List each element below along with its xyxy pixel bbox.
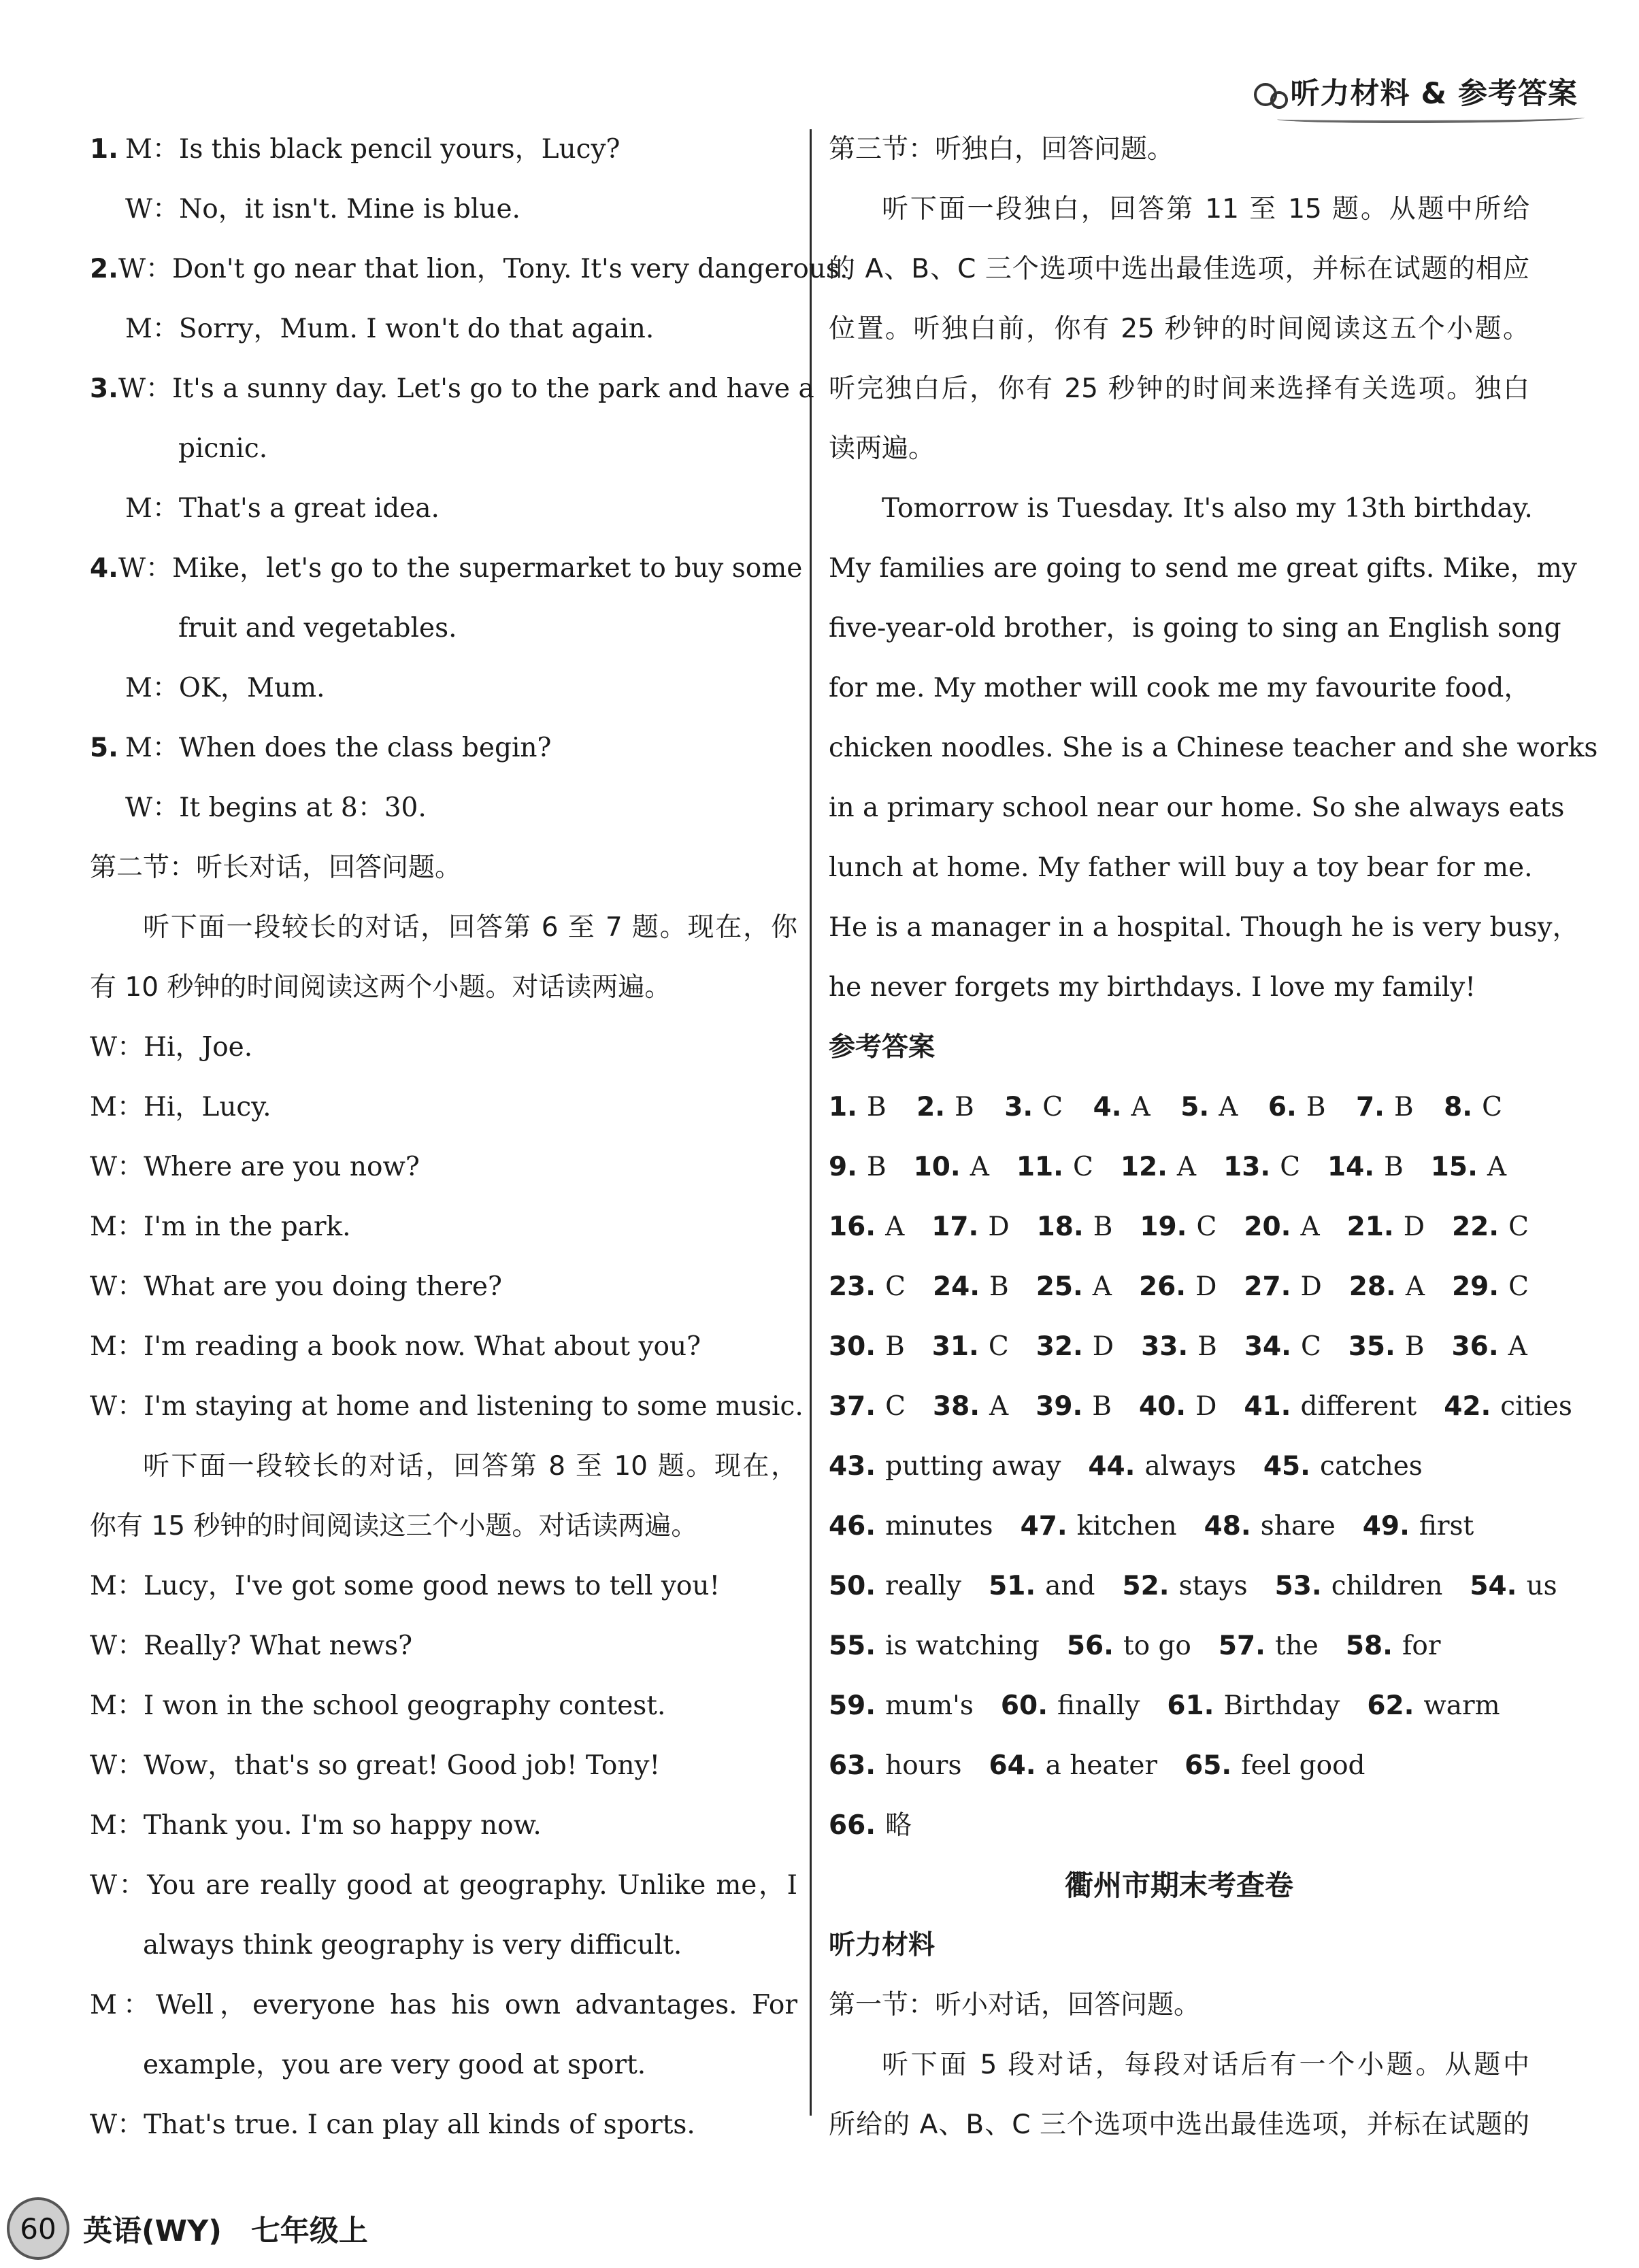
answer-value: cities — [1500, 1391, 1572, 1422]
answer-item — [1444, 1377, 1572, 1437]
monologue-line: for me. My mother will cook me my favourite food， — [829, 673, 1531, 703]
answer-item — [829, 1317, 905, 1377]
answer-value: us — [1526, 1571, 1557, 1601]
page-number: 60 — [7, 2197, 69, 2260]
column-divider — [810, 129, 812, 2116]
conversation-line: M：Well，everyone has his own advantages. For — [90, 1990, 797, 2020]
conversation-line: W：That's true. I can play all kinds of sports. — [90, 2109, 695, 2140]
page-footer — [7, 2197, 368, 2260]
answer-value: first — [1419, 1511, 1474, 1541]
instruction-text: 有 10 秒钟的时间阅读这两个小题。对话读两遍。 — [90, 972, 672, 1003]
answer-number: 60. — [1000, 1690, 1048, 1721]
answer-item — [1367, 1676, 1500, 1736]
instruction-text: 读两遍。 — [829, 433, 936, 464]
answer-item — [1327, 1137, 1404, 1197]
answer-number: 7. — [1356, 1092, 1385, 1122]
answer-value: A — [970, 1152, 989, 1182]
answer-number: 50. — [829, 1571, 876, 1601]
answer-row — [829, 1497, 1529, 1556]
answer-item — [1363, 1497, 1474, 1556]
answer-number: 44. — [1088, 1451, 1136, 1482]
answer-number: 10. — [913, 1152, 961, 1182]
answer-item — [989, 1736, 1157, 1796]
answer-value: kitchen — [1076, 1511, 1177, 1541]
item-number: 1. — [90, 134, 118, 165]
answer-row — [829, 1197, 1529, 1257]
answer-value: C — [1042, 1092, 1063, 1122]
answer-value: the — [1275, 1631, 1319, 1661]
answer-value: for — [1402, 1631, 1441, 1661]
answer-item — [1167, 1676, 1340, 1736]
dialog-line: M：OK，Mum. — [125, 673, 325, 703]
answer-row — [829, 1317, 1529, 1377]
instruction-text: 听下面一段较长的对话，回答第 8 至 10 题。现在， — [143, 1451, 797, 1482]
section-title: 第二节：听长对话，回答问题。 — [90, 852, 462, 883]
answer-item — [829, 1616, 1040, 1676]
conversation-line: W：Hi，Joe. — [90, 1032, 253, 1063]
answer-item — [1037, 1197, 1113, 1257]
answer-item — [1141, 1317, 1217, 1377]
answer-value: A — [1300, 1212, 1320, 1242]
conversation-line: M：Thank you. I'm so happy now. — [90, 1810, 542, 1841]
listening-title: 听力材料 — [829, 1930, 936, 1961]
answer-number: 55. — [829, 1631, 876, 1661]
instruction-text: 的 A、B、C 三个选项中选出最佳选项，并标在试题的相应 — [829, 254, 1529, 284]
monologue-line: He is a manager in a hospital. Though he is very busy， — [829, 912, 1579, 943]
answer-item — [1346, 1616, 1441, 1676]
answer-value: stays — [1178, 1571, 1248, 1601]
answer-value: A — [989, 1391, 1009, 1422]
answer-item — [829, 1257, 906, 1317]
conversation-line: W：I'm staying at home and listening to some music. — [90, 1391, 804, 1422]
answer-row — [829, 1377, 1572, 1437]
answer-value: 略 — [885, 1810, 912, 1841]
answer-value: feel good — [1241, 1750, 1365, 1781]
answer-number: 43. — [829, 1451, 876, 1482]
instruction-text: 你有 15 秒钟的时间阅读这三个小题。对话读两遍。 — [90, 1511, 698, 1541]
answer-number: 12. — [1120, 1152, 1168, 1182]
monologue-line: My families are going to send me great gifts. Mike，my — [829, 553, 1577, 584]
answer-item — [829, 1437, 1061, 1497]
answer-value: A — [885, 1212, 905, 1242]
section-title: 第三节：听独白，回答问题。 — [829, 134, 1174, 165]
instruction-text: 所给的 A、B、C 三个选项中选出最佳选项，并标在试题的 — [829, 2109, 1529, 2140]
answer-number: 37. — [829, 1391, 876, 1422]
answers-title: 参考答案 — [829, 1032, 936, 1063]
answer-value: C — [988, 1331, 1009, 1362]
dialog-item — [90, 359, 814, 419]
conversation-line: W：Wow，that's so great! Good job! Tony! — [90, 1750, 661, 1781]
right-column — [829, 120, 1598, 2155]
dialog-item — [90, 718, 797, 778]
dialog-line-continued: fruit and vegetables. — [178, 613, 457, 644]
answer-value: B — [1393, 1092, 1414, 1122]
answer-item — [829, 1676, 974, 1736]
answer-number: 6. — [1268, 1092, 1297, 1122]
answer-value: B — [885, 1331, 905, 1362]
exam-title: 衢州市期末考查卷 — [1064, 1869, 1293, 1902]
answer-item — [1356, 1078, 1414, 1137]
conversation-line: W：Where are you now? — [90, 1152, 420, 1182]
answer-value: A — [1092, 1271, 1112, 1302]
answer-value: warm — [1423, 1690, 1500, 1721]
answer-item — [829, 1556, 961, 1616]
monologue-line: lunch at home. My father will buy a toy bear for me. — [829, 852, 1533, 883]
answer-number: 4. — [1093, 1092, 1122, 1122]
answer-item — [829, 1078, 887, 1137]
answer-value: C — [885, 1391, 906, 1422]
answer-number: 49. — [1362, 1511, 1410, 1541]
answer-number: 56. — [1066, 1631, 1114, 1661]
answer-item — [1452, 1197, 1529, 1257]
answer-value: mum's — [885, 1690, 974, 1721]
answer-number: 21. — [1346, 1212, 1394, 1242]
answer-value: A — [1176, 1152, 1197, 1182]
dialog-line: W：No，it isn't. Mine is blue. — [125, 194, 520, 224]
answer-value: A — [1508, 1331, 1527, 1362]
answer-item — [1431, 1137, 1506, 1197]
answer-value: and — [1045, 1571, 1095, 1601]
answer-item — [1123, 1556, 1248, 1616]
answer-number: 54. — [1470, 1571, 1517, 1601]
decorative-circles-icon — [1250, 75, 1291, 109]
answer-row — [829, 1796, 1529, 1856]
answer-number: 16. — [829, 1212, 876, 1242]
monologue-line: he never forgets my birthdays. I love my family! — [829, 972, 1476, 1003]
conversation-line: M：I'm reading a book now. What about you? — [90, 1331, 701, 1362]
answer-number: 17. — [931, 1212, 979, 1242]
answer-value: C — [1280, 1152, 1301, 1182]
instruction-text: 听下面一段较长的对话，回答第 6 至 7 题。现在，你 — [143, 912, 797, 943]
answer-value: C — [885, 1271, 906, 1302]
answer-value: minutes — [885, 1511, 993, 1541]
answer-number: 51. — [989, 1571, 1036, 1601]
answer-item — [1204, 1497, 1336, 1556]
answer-value: D — [1195, 1271, 1217, 1302]
answer-value: B — [1197, 1331, 1217, 1362]
conversation-line: W：You are really good at geography. Unlike me，I — [90, 1870, 797, 1901]
answer-row — [829, 1556, 1557, 1616]
answer-item — [1036, 1377, 1112, 1437]
answer-row — [829, 1078, 1529, 1137]
left-column — [90, 120, 848, 2155]
answer-item — [829, 1736, 961, 1796]
answer-value: C — [1300, 1331, 1321, 1362]
answer-item — [1021, 1497, 1177, 1556]
answer-value: B — [989, 1271, 1009, 1302]
answer-number: 52. — [1122, 1571, 1170, 1601]
answer-number: 30. — [829, 1331, 876, 1362]
answer-item — [1185, 1736, 1365, 1796]
dialog-line-continued: picnic. — [178, 433, 268, 464]
answer-item — [1275, 1556, 1443, 1616]
answer-value: Birthday — [1223, 1690, 1340, 1721]
answer-number: 31. — [931, 1331, 979, 1362]
answer-value: to go — [1123, 1631, 1191, 1661]
answer-number: 34. — [1244, 1331, 1291, 1362]
answer-number: 26. — [1138, 1271, 1187, 1302]
answer-value: finally — [1057, 1690, 1140, 1721]
answer-item — [1348, 1317, 1425, 1377]
answer-item — [1470, 1556, 1557, 1616]
answer-number: 62. — [1367, 1690, 1414, 1721]
answer-number: 63. — [829, 1750, 876, 1781]
answer-value: B — [1093, 1212, 1113, 1242]
answer-item — [1268, 1078, 1326, 1137]
answer-number: 53. — [1274, 1571, 1322, 1601]
answer-item — [1452, 1317, 1527, 1377]
answer-number: 61. — [1167, 1690, 1214, 1721]
answer-number: 57. — [1218, 1631, 1265, 1661]
answer-value: really — [885, 1571, 962, 1601]
answer-value: B — [1306, 1092, 1326, 1122]
answer-number: 32. — [1036, 1331, 1083, 1362]
answer-number: 42. — [1444, 1391, 1491, 1422]
answer-item — [1219, 1616, 1319, 1676]
answer-number: 64. — [989, 1750, 1036, 1781]
answer-number: 20. — [1244, 1212, 1291, 1242]
dialog-line: M：That's a great idea. — [125, 493, 440, 524]
answer-item — [1088, 1437, 1236, 1497]
answer-number: 39. — [1036, 1391, 1083, 1422]
dialog-line: M：When does the class begin? — [125, 733, 552, 763]
answer-value: C — [1072, 1152, 1093, 1182]
item-number: 3. — [90, 373, 118, 404]
instruction-text: 听下面 5 段对话，每段对话后有一个小题。从题中 — [882, 2050, 1529, 2080]
answer-value: B — [1404, 1331, 1425, 1362]
answer-item — [1036, 1317, 1114, 1377]
answer-value: B — [1384, 1152, 1404, 1182]
instruction-text: 听完独白后，你有 25 秒钟的时间来选择有关选项。独白 — [829, 373, 1529, 404]
answer-item — [914, 1137, 989, 1197]
answer-number: 36. — [1451, 1331, 1499, 1362]
answer-number: 8. — [1444, 1092, 1473, 1122]
dialog-line: W：It's a sunny day. Let's go to the park and have a — [118, 373, 814, 404]
conversation-line: M：Lucy，I've got some good news to tell you! — [90, 1571, 721, 1601]
answer-number: 33. — [1141, 1331, 1189, 1362]
answer-number: 19. — [1140, 1212, 1187, 1242]
answer-item — [1121, 1137, 1196, 1197]
dialog-line: M：Sorry，Mum. I won't do that again. — [125, 314, 655, 344]
monologue-line: five-year-old brother，is going to sing an English song — [829, 613, 1561, 644]
footer-subject: 英语(WY) 七年级上 — [83, 2214, 368, 2248]
answer-number: 9. — [829, 1152, 857, 1182]
answer-value: children — [1331, 1571, 1443, 1601]
answer-value: D — [1092, 1331, 1114, 1362]
answer-number: 14. — [1327, 1152, 1375, 1182]
answer-row — [829, 1736, 1529, 1796]
answer-item — [1016, 1137, 1093, 1197]
answer-row — [829, 1137, 1529, 1197]
page-header — [1250, 71, 1578, 112]
answer-number: 23. — [829, 1271, 876, 1302]
answer-item — [1180, 1078, 1238, 1137]
answer-item — [1452, 1257, 1529, 1317]
item-number: 2. — [90, 254, 118, 284]
answer-value: D — [988, 1212, 1010, 1242]
answer-value: A — [1219, 1092, 1238, 1122]
answer-number: 46. — [829, 1511, 876, 1541]
conversation-line: M：I'm in the park. — [90, 1212, 351, 1242]
answer-number: 2. — [916, 1092, 946, 1122]
answer-value: C — [1482, 1092, 1502, 1122]
answer-number: 45. — [1263, 1451, 1310, 1482]
answer-row — [829, 1257, 1529, 1317]
instruction-text: 位置。听独白前，你有 25 秒钟的时间阅读这五个小题。 — [829, 314, 1529, 344]
answer-item — [1036, 1257, 1112, 1317]
dialog-line: W：It begins at 8：30. — [125, 793, 427, 823]
answer-value: B — [866, 1152, 887, 1182]
answer-item — [1244, 1197, 1319, 1257]
answer-number: 5. — [1180, 1092, 1210, 1122]
answer-value: C — [1508, 1271, 1529, 1302]
dialog-line: W：Don't go near that lion，Tony. It's very dangerous. — [118, 254, 848, 284]
answer-number: 25. — [1036, 1271, 1083, 1302]
conversation-line: M：Hi，Lucy. — [90, 1092, 271, 1122]
answer-item — [1223, 1137, 1300, 1197]
answer-value: B — [955, 1092, 974, 1122]
answer-row — [829, 1437, 1529, 1497]
monologue-line: Tomorrow is Tuesday. It's also my 13th birthday. — [882, 493, 1533, 524]
answer-number: 18. — [1036, 1212, 1084, 1242]
answer-number: 47. — [1020, 1511, 1067, 1541]
answer-value: putting away — [885, 1451, 1061, 1482]
answer-number: 3. — [1004, 1092, 1033, 1122]
answer-number: 48. — [1204, 1511, 1251, 1541]
dialog-item — [90, 239, 848, 299]
answer-number: 11. — [1016, 1152, 1063, 1182]
conversation-line: M：I won in the school geography contest. — [90, 1690, 666, 1721]
instruction-text: 听下面一段独白，回答第 11 至 15 题。从题中所给 — [882, 194, 1529, 224]
answer-value: A — [1487, 1152, 1507, 1182]
answer-item — [1349, 1257, 1425, 1317]
conversation-line: W：What are you doing there? — [90, 1271, 502, 1302]
item-number: 4. — [90, 553, 118, 584]
answer-value: share — [1260, 1511, 1336, 1541]
item-number: 5. — [90, 733, 118, 763]
answer-number: 66. — [829, 1810, 876, 1841]
answer-number: 41. — [1244, 1391, 1291, 1422]
monologue-line: chicken noodles. She is a Chinese teacher and she works — [829, 733, 1598, 763]
answer-number: 22. — [1451, 1212, 1500, 1242]
answer-number: 15. — [1430, 1152, 1478, 1182]
answer-value: different — [1300, 1391, 1417, 1422]
answer-item — [1093, 1078, 1150, 1137]
dialog-line: M：Is this black pencil yours，Lucy? — [125, 134, 620, 165]
answer-item — [932, 1317, 1009, 1377]
answer-item — [1139, 1377, 1216, 1437]
header-title: 听力材料 & 参考答案 — [1290, 77, 1578, 111]
answer-item — [916, 1078, 974, 1137]
answer-row — [829, 1676, 1529, 1736]
dialog-item — [90, 120, 797, 180]
answer-number: 35. — [1348, 1331, 1395, 1362]
answer-value: C — [1196, 1212, 1217, 1242]
answer-item — [829, 1137, 887, 1197]
conversation-line-continued: example，you are very good at sport. — [143, 2050, 646, 2080]
answer-item — [1067, 1616, 1191, 1676]
conversation-line-continued: always think geography is very difficult. — [143, 1930, 682, 1961]
answer-value: is watching — [885, 1631, 1040, 1661]
answer-item — [1140, 1197, 1216, 1257]
monologue-line: in a primary school near our home. So she always eats — [829, 793, 1565, 823]
answer-item — [989, 1556, 1095, 1616]
answer-number: 65. — [1185, 1750, 1232, 1781]
answer-number: 13. — [1223, 1152, 1271, 1182]
answer-number: 24. — [932, 1271, 980, 1302]
answer-value: a heater — [1045, 1750, 1158, 1781]
answer-item — [1244, 1257, 1321, 1317]
answer-value: D — [1300, 1271, 1322, 1302]
answer-value: B — [1092, 1391, 1112, 1422]
dialog-item — [90, 539, 803, 599]
answer-number: 58. — [1345, 1631, 1393, 1661]
answer-item — [1139, 1257, 1216, 1317]
answer-item — [1004, 1078, 1063, 1137]
answer-value: A — [1405, 1271, 1425, 1302]
answer-item — [1263, 1437, 1423, 1497]
answer-item — [933, 1257, 1009, 1317]
answer-number: 1. — [829, 1092, 857, 1122]
answer-value: B — [866, 1092, 887, 1122]
answer-value: hours — [885, 1750, 962, 1781]
answer-number: 59. — [829, 1690, 876, 1721]
answer-item — [933, 1377, 1008, 1437]
answer-row — [829, 1616, 1529, 1676]
conversation-line: W：Really? What news? — [90, 1631, 413, 1661]
answer-value: always — [1144, 1451, 1236, 1482]
answer-value: D — [1403, 1212, 1425, 1242]
answer-value: D — [1195, 1391, 1217, 1422]
answer-number: 38. — [932, 1391, 980, 1422]
answer-item — [1347, 1197, 1425, 1257]
answer-number: 40. — [1138, 1391, 1187, 1422]
answer-number: 27. — [1244, 1271, 1291, 1302]
answer-item — [1244, 1317, 1321, 1377]
answer-item — [829, 1497, 993, 1556]
answer-item — [931, 1197, 1009, 1257]
answer-value: catches — [1320, 1451, 1423, 1482]
dialog-line: W：Mike，let's go to the supermarket to buy some — [118, 553, 803, 584]
answer-number: 29. — [1451, 1271, 1500, 1302]
answer-value: C — [1508, 1212, 1529, 1242]
answer-item — [829, 1197, 904, 1257]
answer-item — [1244, 1377, 1417, 1437]
answer-item — [1444, 1078, 1502, 1137]
answer-item — [829, 1377, 906, 1437]
answer-value: A — [1131, 1092, 1150, 1122]
answer-number: 28. — [1348, 1271, 1396, 1302]
answer-item — [1001, 1676, 1140, 1736]
section-title: 第一节：听小对话，回答问题。 — [829, 1990, 1201, 2020]
answer-item — [829, 1796, 912, 1856]
